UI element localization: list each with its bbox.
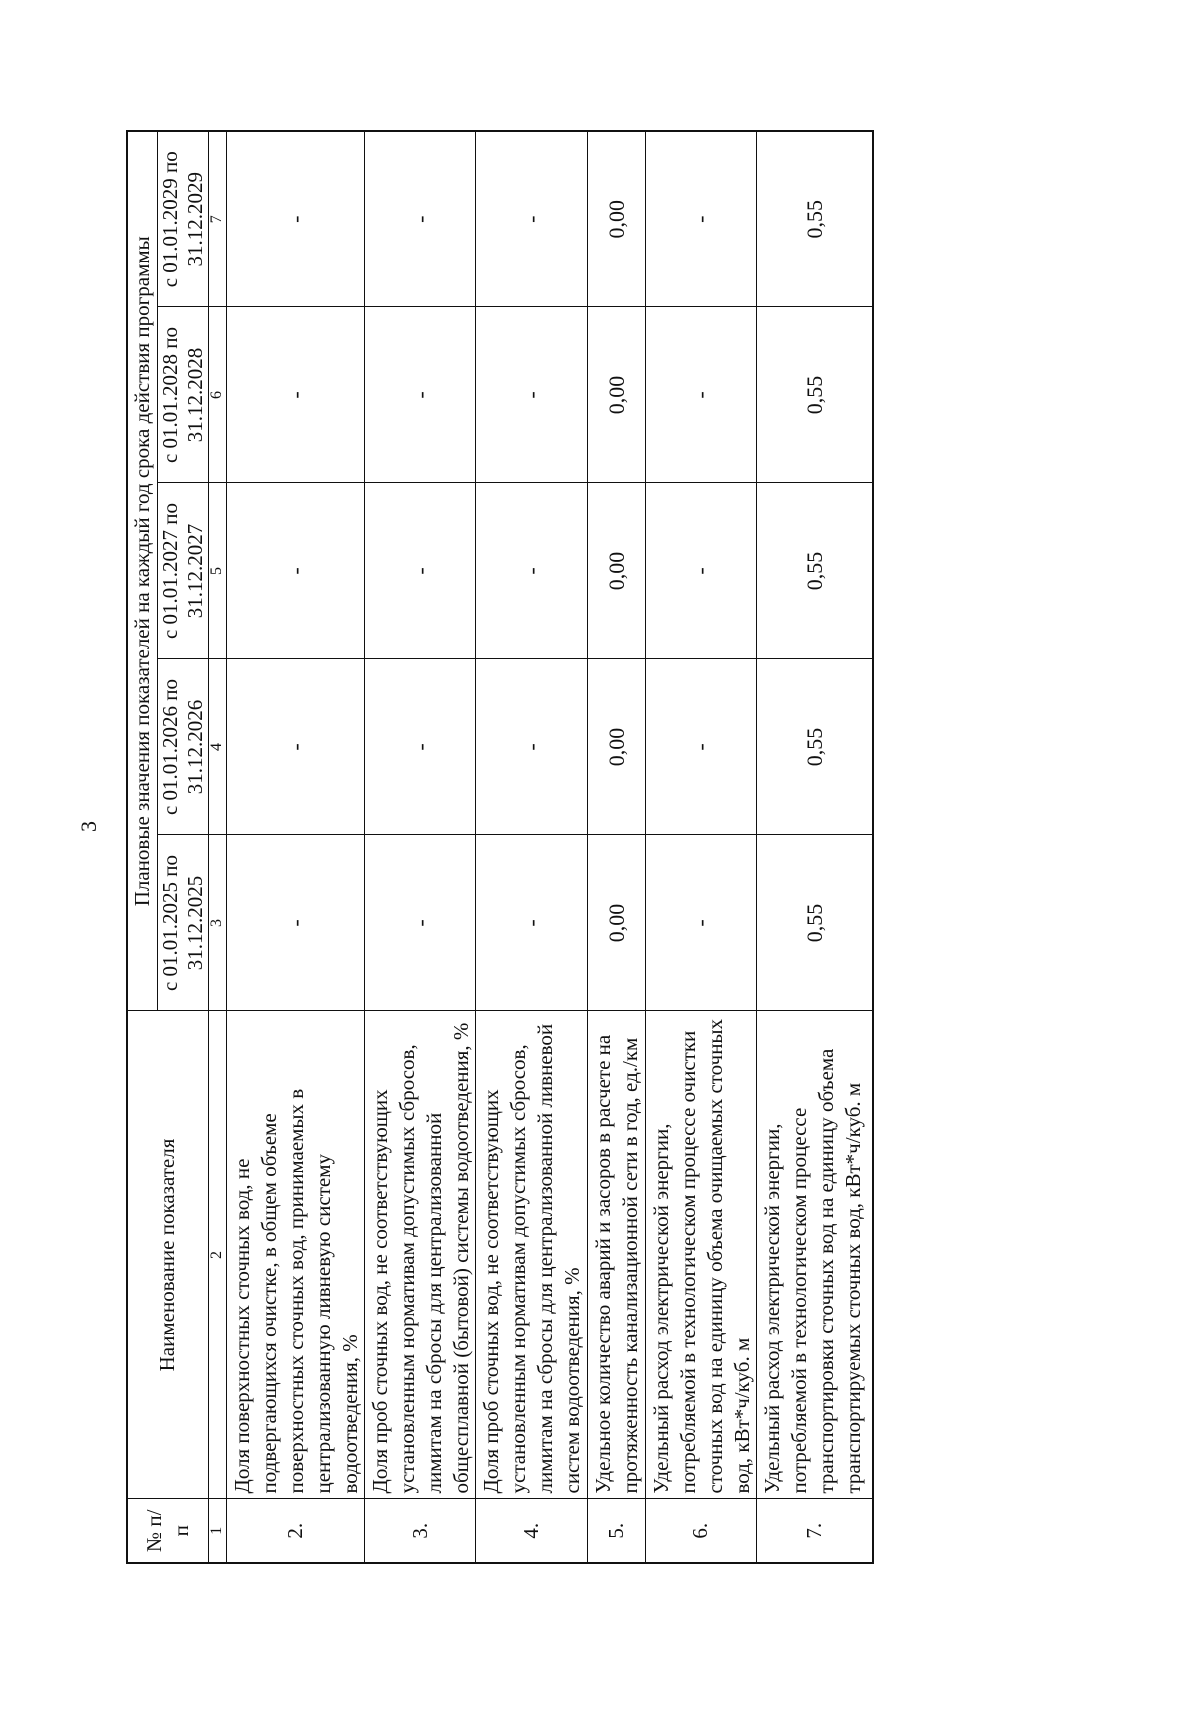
value-cell: - (476, 483, 587, 659)
row-number: 3. (364, 1499, 475, 1563)
value-cell: - (226, 307, 364, 483)
value-cell: - (645, 307, 756, 483)
index-cell: 4 (208, 659, 226, 835)
header-row-group (127, 131, 157, 1563)
row-number: 4. (476, 1499, 587, 1563)
rotated-table-container (126, 132, 874, 1564)
row-number: 5. (587, 1499, 645, 1563)
value-cell: 0,00 (587, 659, 645, 835)
value-cell: - (645, 131, 756, 307)
value-cell: - (476, 307, 587, 483)
value-cell: - (226, 835, 364, 1011)
value-cell: - (645, 835, 756, 1011)
value-cell: - (226, 659, 364, 835)
row-number: 6. (645, 1499, 756, 1563)
header-number: № п/п (127, 1499, 208, 1563)
header-period-2027: с 01.01.2027 по 31.12.2027 (157, 483, 208, 659)
index-cell: 3 (208, 835, 226, 1011)
value-cell: - (364, 659, 475, 835)
value-cell: 0,55 (757, 131, 873, 307)
value-cell: - (645, 483, 756, 659)
index-cell: 2 (208, 1011, 226, 1499)
value-cell: 0,55 (757, 307, 873, 483)
value-cell: 0,55 (757, 835, 873, 1011)
value-cell: 0,00 (587, 131, 645, 307)
value-cell: - (476, 835, 587, 1011)
page-number: 3 (76, 821, 101, 832)
value-cell: 0,00 (587, 483, 645, 659)
value-cell: 0,55 (757, 659, 873, 835)
index-cell: 1 (208, 1499, 226, 1563)
indicator-name: Удельный расход электрической энергии, потребляемой в технологическом процессе транспортировки сточных вод на единицу объема транспортируемых сточных вод, кВт*ч/куб. м (757, 1011, 873, 1499)
value-cell: - (645, 659, 756, 835)
value-cell: - (364, 483, 475, 659)
header-period-2028: с 01.01.2028 по 31.12.2028 (157, 307, 208, 483)
value-cell: 0,55 (757, 483, 873, 659)
index-cell: 7 (208, 131, 226, 307)
table-row (364, 131, 475, 1563)
header-row-index (208, 131, 226, 1563)
table-row (476, 131, 587, 1563)
value-cell: - (226, 131, 364, 307)
value-cell: - (476, 131, 587, 307)
header-period-2025: с 01.01.2025 по 31.12.2025 (157, 835, 208, 1011)
indicator-name: Доля проб сточных вод, не соответствующих установленным нормативам допустимых сбросов, лимитам на сбросы для централизованной ливневой систем водоотведения, % (476, 1011, 587, 1499)
table-row (757, 131, 873, 1563)
indicators-table (126, 130, 874, 1564)
table-row (226, 131, 364, 1563)
indicator-name: Удельный расход электрической энергии, потребляемой в технологическом процессе очистки сточных вод на единицу объема очищаемых сточных вод, кВт*ч/куб. м (645, 1011, 756, 1499)
header-period-2026: с 01.01.2026 по 31.12.2026 (157, 659, 208, 835)
value-cell: - (364, 835, 475, 1011)
indicator-name: Доля поверхностных сточных вод, не подвергающихся очистке, в общем объеме поверхностных сточных вод, принимаемых в централизованную ливневую систему водоотведения, % (226, 1011, 364, 1499)
index-cell: 6 (208, 307, 226, 483)
header-planned-values: Плановые значения показателей на каждый год срока действия программы (127, 131, 157, 1011)
value-cell: - (476, 659, 587, 835)
header-indicator-name: Наименование показателя (127, 1011, 208, 1499)
indicator-name: Удельное количество аварий и засоров в расчете на протяженность канализационной сети в год, ед./км (587, 1011, 645, 1499)
value-cell: - (364, 307, 475, 483)
table-row (645, 131, 756, 1563)
indicator-name: Доля проб сточных вод, не соответствующих установленным нормативам допустимых сбросов, лимитам на сбросы для централизованной общесплавной (бытовой) системы водоотведения, % (364, 1011, 475, 1499)
value-cell: - (364, 131, 475, 307)
table-row (587, 131, 645, 1563)
row-number: 7. (757, 1499, 873, 1563)
value-cell: 0,00 (587, 835, 645, 1011)
row-number: 2. (226, 1499, 364, 1563)
header-period-2029: с 01.01.2029 по 31.12.2029 (157, 131, 208, 307)
value-cell: 0,00 (587, 307, 645, 483)
index-cell: 5 (208, 483, 226, 659)
value-cell: - (226, 483, 364, 659)
